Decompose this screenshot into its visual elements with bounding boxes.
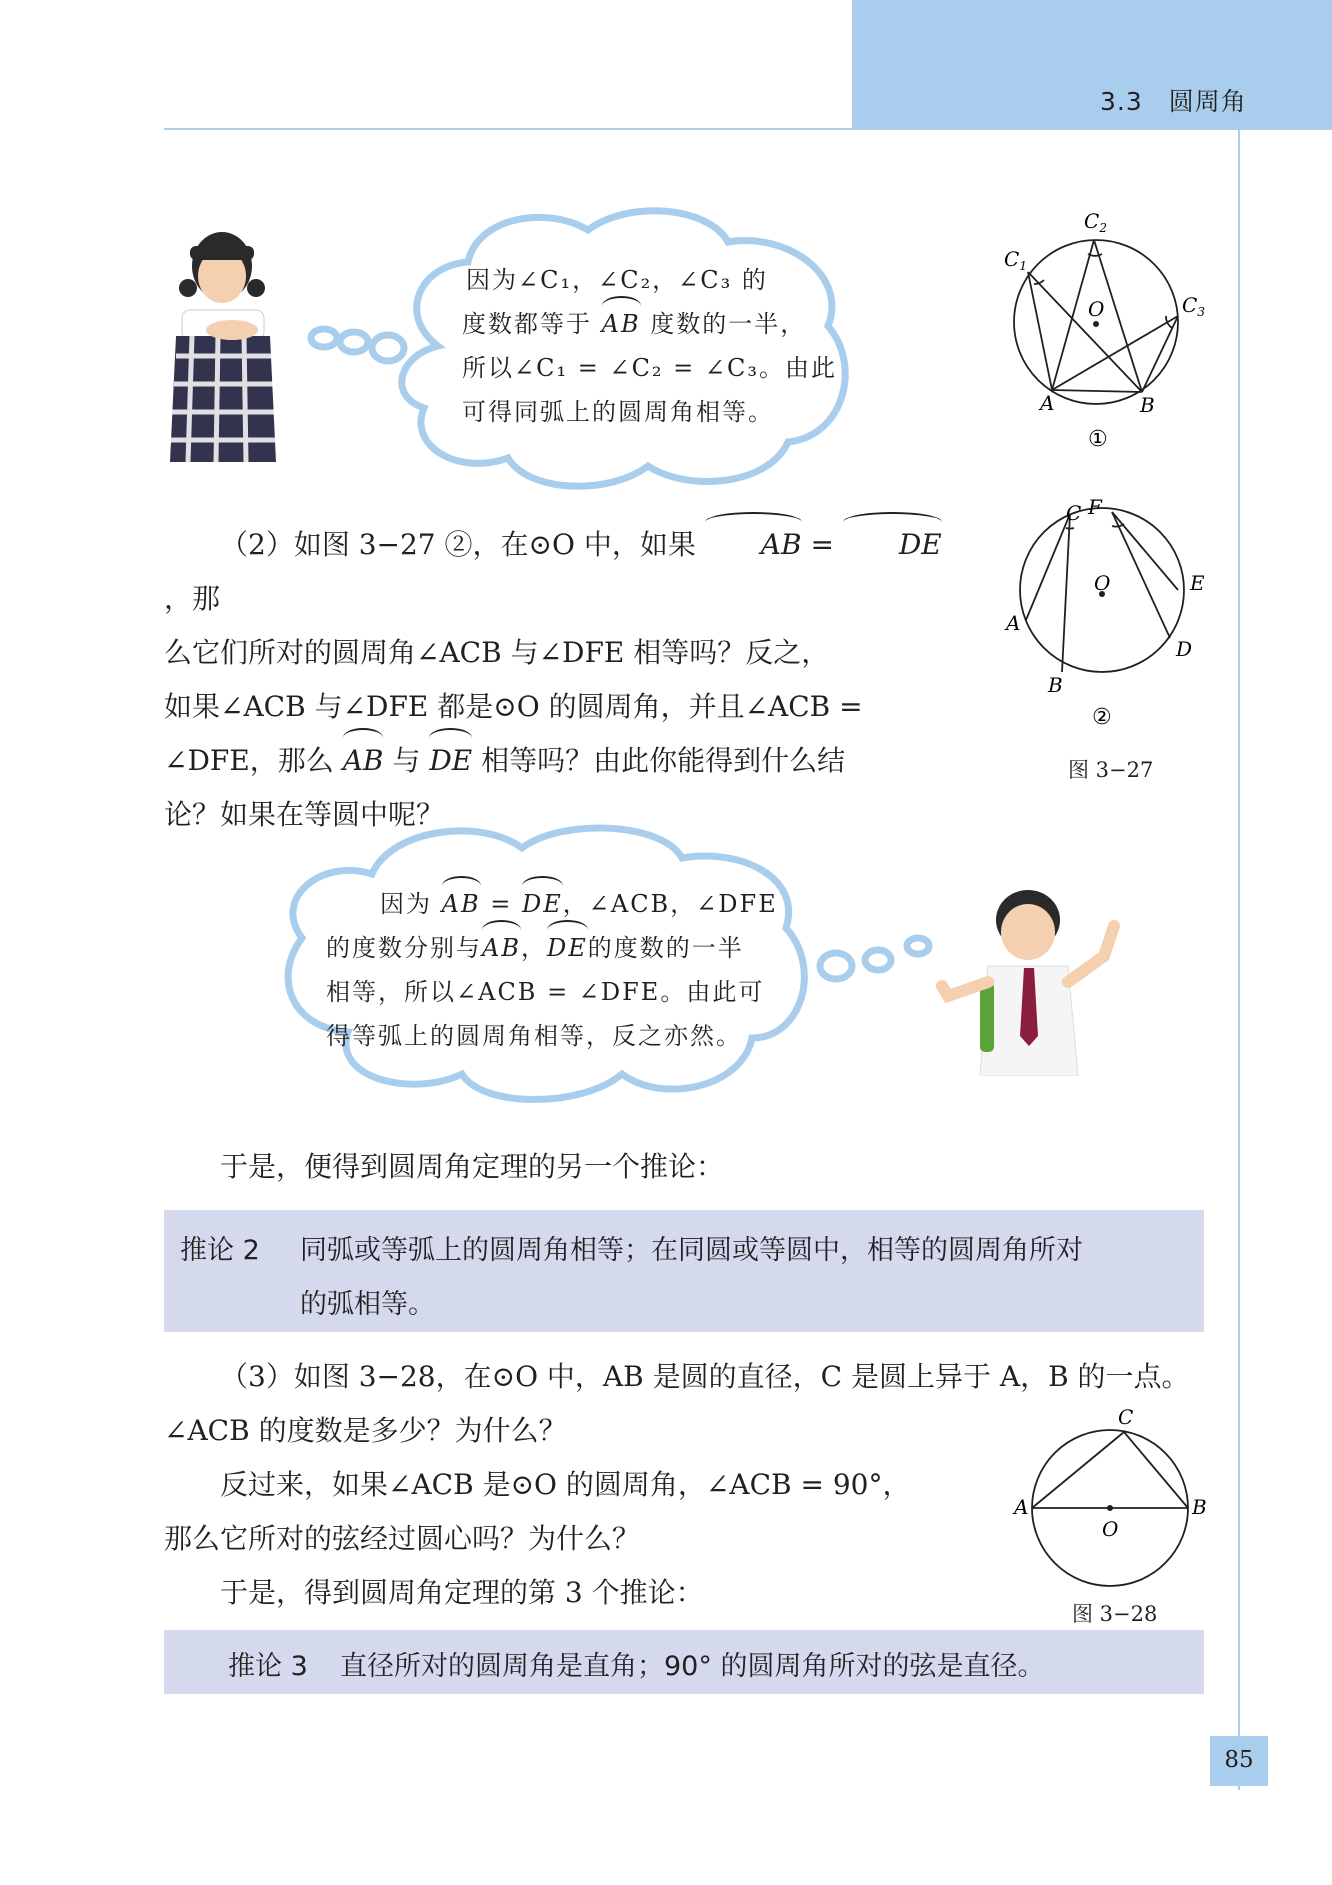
fig2-label-f: F xyxy=(1088,496,1102,519)
bubble1-line2-post: 度数的一半， xyxy=(650,310,807,338)
bubble1-line3: 所以∠C₁ = ∠C₂ = ∠C₃。由此 xyxy=(462,354,838,382)
figure-3-27-caption: 图 3−27 xyxy=(1068,758,1154,782)
corollary-2-line2: 的弧相等。 xyxy=(300,1289,435,1320)
fig1-label-o: O xyxy=(1088,297,1105,321)
intro-corollary-2: 于是，便得到圆周角定理的另一个推论： xyxy=(220,1150,725,1183)
section-title: 3.3 圆周角 xyxy=(1100,87,1247,116)
para2-line3: 如果∠ACB 与∠DFE 都是⊙O 的圆周角，并且∠ACB = xyxy=(164,690,863,723)
corollary-2-line1: 同弧或等弧上的圆周角相等；在同圆或等圆中，相等的圆周角所对 xyxy=(300,1235,1083,1266)
fig1-sub-label: ① xyxy=(1088,427,1108,452)
para2-line1-post: ，那 xyxy=(164,582,221,615)
bubble2-eq: = xyxy=(480,890,522,918)
para2-line4-arc-de: DE xyxy=(429,734,472,788)
bubble2-line2-arc-de: DE xyxy=(547,926,588,970)
header-rule xyxy=(164,128,1240,130)
corollary-2-label: 推论 2 xyxy=(180,1235,260,1266)
bubble2-line1-post: ，∠ACB，∠DFE xyxy=(562,890,778,918)
para3-line4: 那么它所对的弦经过圆心吗？为什么？ xyxy=(164,1522,641,1555)
para2-line4-mid: 与 xyxy=(392,744,421,777)
figure-3-28 xyxy=(1010,1406,1220,1620)
para3-line2: ∠ACB 的度数是多少？为什么？ xyxy=(164,1414,567,1447)
corollary-3-text: 直径所对的圆周角是直角；90° 的圆周角所对的弦是直径。 xyxy=(340,1651,1045,1682)
girl-illustration xyxy=(162,226,282,462)
para2-line4-post: 相等吗？由此你能得到什么结 xyxy=(481,744,846,777)
para2-line1 xyxy=(164,518,944,626)
bubble2-line2-arc-ab: AB xyxy=(482,926,521,970)
para2-line2: 么它们所对的圆周角∠ACB 与∠DFE 相等吗？反之， xyxy=(164,636,830,669)
para2-line5: 论？如果在等圆中呢？ xyxy=(164,798,445,831)
bubble1-line1: 因为∠C₁，∠C₂，∠C₃ 的 xyxy=(466,266,768,294)
fig1-label-c3: $C_3$ xyxy=(1182,293,1205,319)
para2-line4-arc-ab: AB xyxy=(343,734,384,788)
bubble2-arc-de: DE xyxy=(522,882,563,926)
boy-illustration xyxy=(928,886,1134,1076)
fig1-label-c2: $C_2$ xyxy=(1084,209,1107,235)
bubble2-line1-pre: 因为 xyxy=(380,890,432,918)
para2-line4 xyxy=(164,734,944,788)
fig3-label-b: B xyxy=(1192,1495,1207,1519)
paragraph-2 xyxy=(164,518,944,842)
para2-eq: = xyxy=(810,528,834,561)
fig2-label-o: O xyxy=(1094,571,1111,595)
bubble2-line2-post: 的度数的一半 xyxy=(587,934,744,962)
bubble2-line4: 得等弧上的圆周角相等，反之亦然。 xyxy=(326,1022,742,1050)
fig1-label-c1: $C_1$ xyxy=(1004,247,1027,273)
bubble2-arc-ab: AB xyxy=(442,882,481,926)
fig3-label-c: C xyxy=(1118,1406,1134,1429)
para3-line3: 反过来，如果∠ACB 是⊙O 的圆周角，∠ACB = 90°， xyxy=(220,1468,911,1501)
header-band xyxy=(852,0,1332,130)
fig1-label-b: B xyxy=(1140,393,1155,417)
fig2-label-e: E xyxy=(1190,571,1205,595)
corollary-3-label: 推论 3 xyxy=(228,1651,308,1682)
bubble2-line3: 相等，所以∠ACB = ∠DFE。由此可 xyxy=(326,978,765,1006)
fig2-sub-label: ② xyxy=(1092,705,1112,730)
figure-3-27-1 xyxy=(1000,204,1220,454)
para2-arc-de: DE xyxy=(843,518,942,572)
bubble2-line2-mid: ， xyxy=(520,934,547,962)
fig2-label-a: A xyxy=(1006,611,1021,635)
para2-line4-pre: ∠DFE，那么 xyxy=(164,744,334,777)
bubble1-line2-pre: 度数都等于 xyxy=(462,310,592,338)
para3-line5: 于是，得到圆周角定理的第 3 个推论： xyxy=(220,1576,704,1609)
fig1-label-a: A xyxy=(1040,391,1055,415)
fig3-label-a: A xyxy=(1014,1495,1029,1519)
bubble1-line4: 可得同弧上的圆周角相等。 xyxy=(462,398,774,426)
figure-3-27-2 xyxy=(1000,496,1220,742)
para2-line1-pre: （2）如图 3−27 ②，在⊙O 中，如果 xyxy=(220,528,696,561)
fig2-label-c: C xyxy=(1066,501,1082,525)
bubble1-arc-ab: AB xyxy=(602,302,641,346)
bubble2-line2 xyxy=(326,926,786,970)
side-rule xyxy=(1238,130,1240,1790)
para2-arc-ab: AB xyxy=(705,518,802,572)
figure-3-28-caption: 图 3−28 xyxy=(1072,1602,1158,1626)
fig3-label-o: O xyxy=(1102,1517,1119,1541)
bubble2-line2-pre: 的度数分别与 xyxy=(326,934,482,962)
page-number: 85 xyxy=(1224,1747,1254,1773)
bubble2-line1 xyxy=(380,882,780,926)
fig2-label-d: D xyxy=(1176,637,1193,661)
para3-line1: （3）如图 3−28，在⊙O 中，AB 是圆的直径，C 是圆上异于 A，B 的一点。 xyxy=(220,1360,1190,1393)
bubble1-line2 xyxy=(462,302,842,346)
fig2-label-b: B xyxy=(1048,673,1063,697)
